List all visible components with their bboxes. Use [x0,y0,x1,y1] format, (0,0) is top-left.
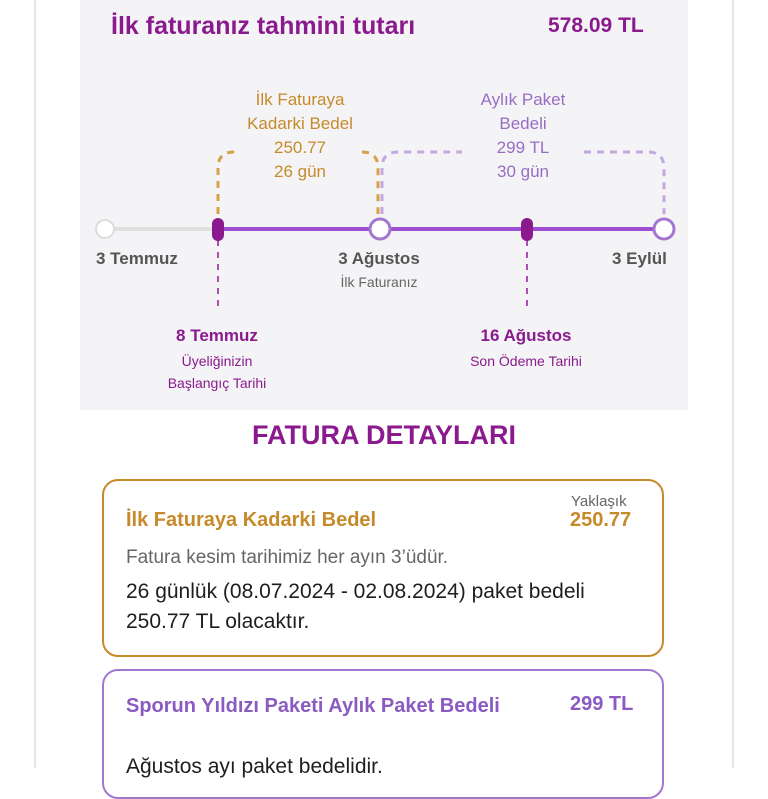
monthly-period-label [481,88,566,184]
monthly-package-card [102,669,664,799]
first-period-days: 26 gün [274,162,326,181]
first-period-title-line1: İlk Faturaya [255,90,345,109]
monthly-period-bracket-left [382,152,462,214]
payment-due-label [470,326,582,372]
monthly-period-amount: 299 TL [496,138,550,157]
first-invoice-cost-amount: 250.77 [570,509,632,531]
monthly-package-description: Ağustos ayı paket bedelidir. [126,755,383,778]
first-invoice-cost-title: İlk Faturaya Kadarki Bedel [126,509,377,531]
first-invoice-caption: İlk Faturanız [340,274,418,290]
billing-date-note: Fatura kesim tarihimiz her ayın 3’üdür. [126,547,449,568]
membership-start-label [168,326,267,394]
monthly-period-title-line1: Aylık Paket [480,90,566,109]
start-date-dot [96,220,114,238]
invoice-details-title: FATURA DETAYLARI [251,420,516,450]
estimate-amount: 578.09 TL [548,14,644,37]
start-date-label: 3 Temmuz [96,249,178,268]
monthly-period-bracket-right [584,152,664,214]
monthly-package-title: Sporun Yıldızı Paketi Aylık Paket Bedeli [126,695,500,717]
membership-start-marker [212,218,224,241]
monthly-package-amount: 299 TL [570,693,634,715]
approximate-label: Yaklaşık [571,493,627,510]
payment-due-marker [521,218,533,241]
first-invoice-date-label: 3 Ağustos [338,249,420,268]
first-period-bracket-right [362,152,378,214]
monthly-period-days: 30 gün [496,162,549,181]
first-invoice-cost-description: 26 günlük (08.07.2024 - 02.08.2024) paket bedeli 250.77 TL olacaktır. [126,580,585,633]
payment-due-caption: Son Ödeme Tarihi [470,353,582,369]
estimate-title: İlk faturanız tahmini tutarı [111,12,416,40]
first-period-bracket-left [218,152,238,214]
end-date-label: 3 Eylül [612,249,667,268]
first-period-amount: 250.77 [274,138,326,157]
membership-caption-line2: Başlangıç Tarihi [167,375,267,391]
first-invoice-dot [370,219,390,239]
monthly-period-title-line2: Bedeli [499,114,547,133]
first-invoice-cost-card [102,479,664,657]
membership-start-date: 8 Temmuz [176,326,258,345]
first-period-title-line2: Kadarki Bedel [247,114,353,133]
membership-caption-line1: Üyeliğinizin [181,353,253,369]
end-date-dot [654,219,674,239]
payment-due-date: 16 Ağustos [480,326,572,345]
first-period-label [247,88,353,184]
